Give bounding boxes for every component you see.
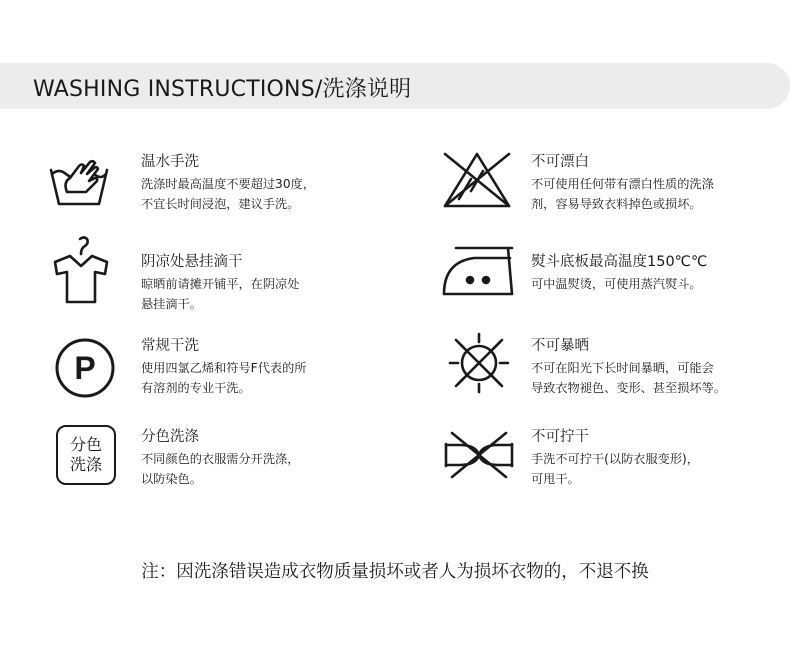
desc-line: 洗涤时最高温度不要超过30度， xyxy=(141,177,315,191)
desc-line: 手洗不可拧干(以防衣服变形)， xyxy=(531,452,699,466)
desc-line: 可甩干。 xyxy=(531,472,580,486)
footer-note: 注：因洗涤错误造成衣物质量损坏或者人为损坏衣物的，不退不换 xyxy=(141,562,649,582)
wash-separately-icon xyxy=(56,425,116,485)
iron-medium-icon xyxy=(440,244,516,298)
item-title-wash-separately: 分色洗涤 xyxy=(141,429,199,445)
item-desc-dry-clean xyxy=(141,358,306,398)
desc-line: 不宜长时间浸泡，建议手洗。 xyxy=(141,197,300,211)
item-title-hand-wash: 温水手洗 xyxy=(141,154,199,170)
no-bleach-icon xyxy=(441,151,513,209)
desc-line: 不同颜色的衣服需分开洗涤， xyxy=(141,452,300,466)
desc-line: 不可使用任何带有漂白性质的洗涤 xyxy=(531,177,714,191)
symbol-line: 分色 xyxy=(69,435,102,454)
item-desc-hand-wash xyxy=(141,174,315,214)
desc-line: 剂，容易导致衣料掉色或损坏。 xyxy=(531,197,702,211)
desc-line: 有溶剂的专业干洗。 xyxy=(141,381,251,395)
desc-line: 晾晒前请摊开铺平，在阴凉处 xyxy=(141,277,300,291)
item-desc-hang-dry xyxy=(141,274,299,314)
p-symbol: P xyxy=(74,350,96,386)
no-sun-dry-icon xyxy=(446,330,512,396)
item-title-hang-dry: 阴凉处悬挂滴干 xyxy=(141,254,243,270)
symbol-line: 洗涤 xyxy=(69,455,102,474)
item-desc-no-bleach xyxy=(531,174,714,214)
item-title-no-bleach: 不可漂白 xyxy=(531,154,589,170)
hand-wash-icon xyxy=(48,148,110,210)
header-bar xyxy=(0,63,790,109)
item-desc-no-wring xyxy=(531,449,699,489)
item-desc-no-sun xyxy=(531,358,726,398)
item-title-no-wring: 不可拧干 xyxy=(531,429,589,445)
item-desc-iron xyxy=(531,274,702,294)
item-title-iron: 熨斗底板最高温度150℃℃ xyxy=(531,254,708,270)
desc-line: 以防染色。 xyxy=(141,472,202,486)
desc-line: 悬挂滴干。 xyxy=(141,297,202,311)
hang-dry-shade-icon xyxy=(52,236,110,304)
no-wring-icon xyxy=(442,430,516,480)
item-title-dry-clean: 常规干洗 xyxy=(141,338,199,354)
desc-line: 使用四氯乙烯和符号F代表的所 xyxy=(141,361,307,375)
desc-line: 可中温熨烫，可使用蒸汽熨斗。 xyxy=(531,277,702,291)
page-title: WASHING INSTRUCTIONS/洗涤说明 xyxy=(33,77,412,102)
dry-clean-p-icon xyxy=(54,337,116,399)
item-title-no-sun: 不可暴晒 xyxy=(531,338,589,354)
desc-line: 导致衣物褪色、变形、甚至损坏等。 xyxy=(531,381,726,395)
desc-line: 不可在阳光下长时间暴晒，可能会 xyxy=(531,361,714,375)
item-desc-wash-separately xyxy=(141,449,299,489)
